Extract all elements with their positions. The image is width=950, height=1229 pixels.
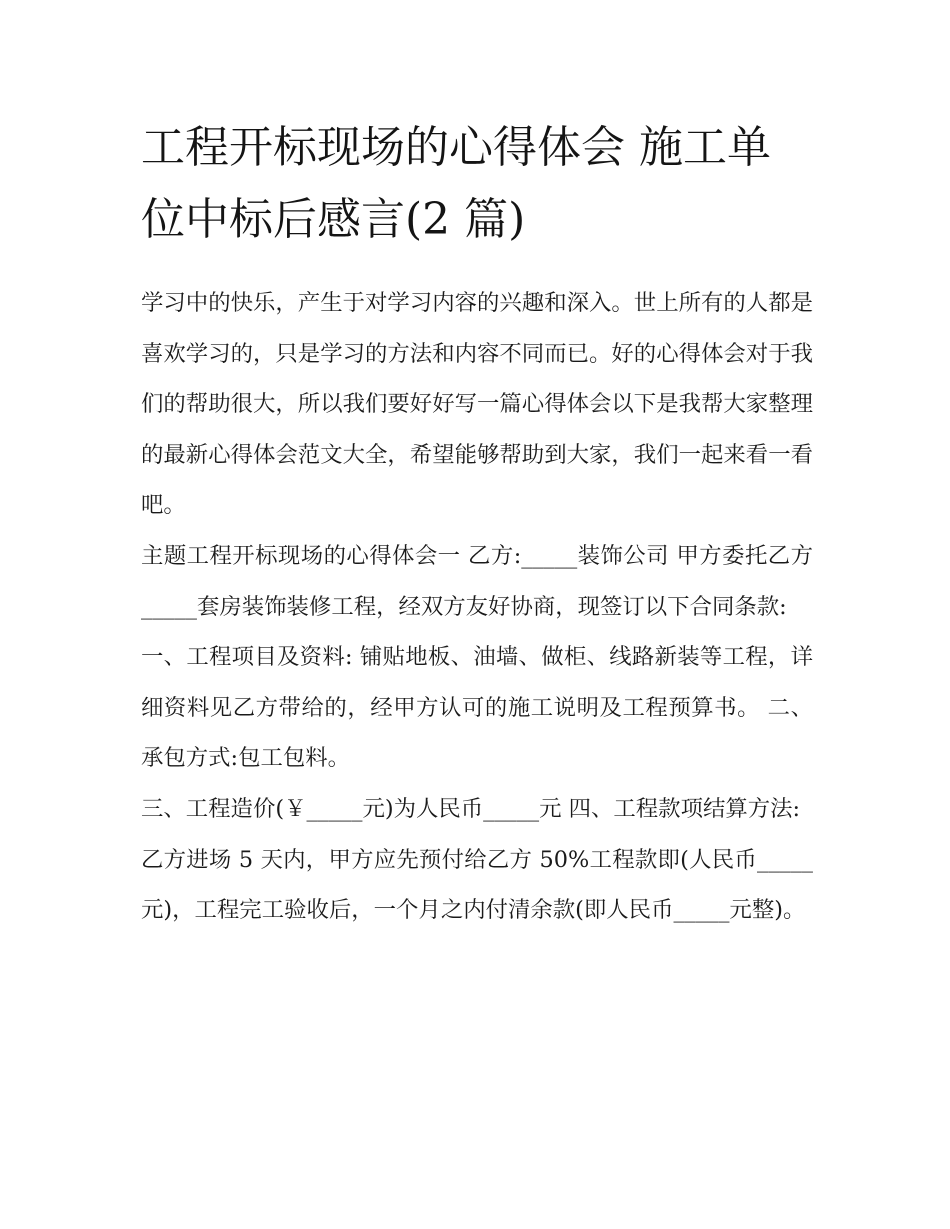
document-body	[141, 278, 813, 936]
document-title: 工程开标现场的心得体会 施工单位中标后感言(2 篇)	[141, 122, 771, 245]
intro-paragraph: 学习中的快乐，产生于对学习内容的兴趣和深入。世上所有的人都是喜欢学习的，只是学习的方法和内容不同而已。好的心得体会对于我们的帮助很大，所以我们要好好写一篇心得体会以下是我帮大家整理的最新心得体会范文大全，希望能够帮助到大家，我们一起来看一看吧。	[141, 290, 813, 519]
project-cost-paragraph: 三、工程造价(￥_____元)为人民币_____元 四、工程款项结算方法:	[141, 795, 801, 822]
project-items-paragraph: 一、工程项目及资料: 铺贴地板、油墙、做柜、线路新装等工程，详细资料见乙方带给的，经甲方认可的施工说明及工程预算书。 二、承包方式:包工包料。	[141, 644, 813, 772]
document-page	[141, 112, 813, 936]
payment-terms-paragraph: 乙方进场 5 天内，甲方应先预付给乙方 50%工程款即(人民币_____元)，工程完工验收后，一个月之内付清余款(即人民币_____元整)。	[141, 846, 813, 924]
contract-intro-paragraph: 主题工程开标现场的心得体会一 乙方:_____装饰公司 甲方委托乙方_____套房装饰装修工程，经双方友好协商，现签订以下合同条款:	[141, 542, 813, 620]
